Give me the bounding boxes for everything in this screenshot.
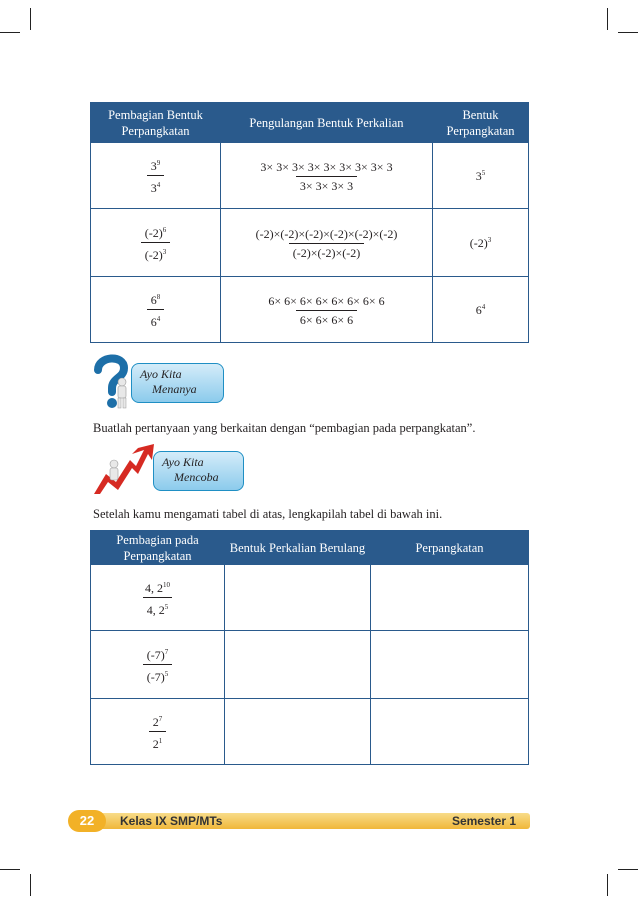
crop-mark: [607, 874, 608, 896]
power-result: $6^4$: [475, 302, 486, 317]
fraction: $\frac{(-2)^6}{(-2)^3}$: [141, 223, 171, 262]
table-row: [91, 699, 529, 765]
crop-mark: [0, 32, 20, 33]
division-power-table: [90, 102, 529, 343]
table-row: [91, 143, 529, 209]
answer-cell-power[interactable]: [371, 631, 529, 699]
header-power: Perpangkatan: [371, 531, 529, 565]
table-row: [91, 277, 529, 343]
answer-cell-power[interactable]: [371, 565, 529, 631]
power-result: $3^5$: [475, 168, 486, 183]
table-row: [91, 631, 529, 699]
table-row: [91, 209, 529, 277]
fraction: $\frac{4, 2^{10}}{4, 2^5}$: [141, 578, 174, 617]
header-power-form: Bentuk Perpangkatan: [433, 103, 529, 143]
multiplication-fraction: $\frac{6\times 6\times 6\times 6\times 6\times 6\times 6\times 6}{6\times 6\times 6\times 6}$: [268, 294, 385, 327]
book-title: Kelas IX SMP/MTs: [120, 814, 223, 828]
header-division-power: Pembagian pada Perpangkatan: [91, 531, 225, 565]
crop-mark: [30, 8, 31, 30]
multiplication-fraction: $\frac{3\times 3\times 3\times 3\times 3\times 3\times 3\times 3\times 3}{3\times 3\times 3\times 3}$: [260, 160, 393, 193]
question-figure-icon: [90, 352, 136, 412]
crop-mark: [0, 869, 20, 870]
ayo-kita-menanya-banner: Ayo Kita Menanya: [131, 363, 224, 403]
semester-label: Semester 1: [451, 814, 516, 828]
fraction: $\frac{3^9}{3^4}$: [147, 156, 165, 195]
crop-mark: [30, 874, 31, 896]
answer-cell-multiplication[interactable]: [225, 565, 371, 631]
fraction: $\frac{(-7)^7}{(-7)^5}$: [143, 645, 173, 684]
exercise-table: [90, 530, 529, 765]
page-footer: [68, 810, 530, 832]
crop-mark: [607, 8, 608, 30]
fraction: $\frac{2^7}{2^1}$: [149, 712, 167, 751]
multiplication-fraction: $\frac{(-2)\times(-2)\times(-2)\times(-2)\times(-2)\times(-2)}{(-2)\times(-2)\times(-2)}$: [255, 227, 398, 260]
header-repeated-multiplication: Bentuk Perkalian Berulang: [225, 531, 371, 565]
fraction: $\frac{6^8}{6^4}$: [147, 290, 165, 329]
crop-mark: [618, 32, 638, 33]
page-number: 22: [68, 810, 106, 832]
table-row: [91, 565, 529, 631]
instruction-question: Buatlah pertanyaan yang berkaitan dengan “pembagian pada perpangkatan”.: [93, 421, 476, 435]
instruction-complete-table: Setelah kamu mengamati tabel di atas, lengkapilah tabel di bawah ini.: [93, 507, 443, 521]
header-division: Pembagian Bentuk Perpangkatan: [91, 103, 221, 143]
power-result: $(-2)^3$: [469, 235, 492, 250]
answer-cell-power[interactable]: [371, 699, 529, 765]
answer-cell-multiplication[interactable]: [225, 699, 371, 765]
ayo-kita-mencoba-banner: Ayo Kita Mencoba: [153, 451, 244, 491]
arrow-figure-icon: [92, 444, 158, 496]
answer-cell-multiplication[interactable]: [225, 631, 371, 699]
crop-mark: [618, 869, 638, 870]
header-repeated-multiplication: Pengulangan Bentuk Perkalian: [221, 103, 433, 143]
